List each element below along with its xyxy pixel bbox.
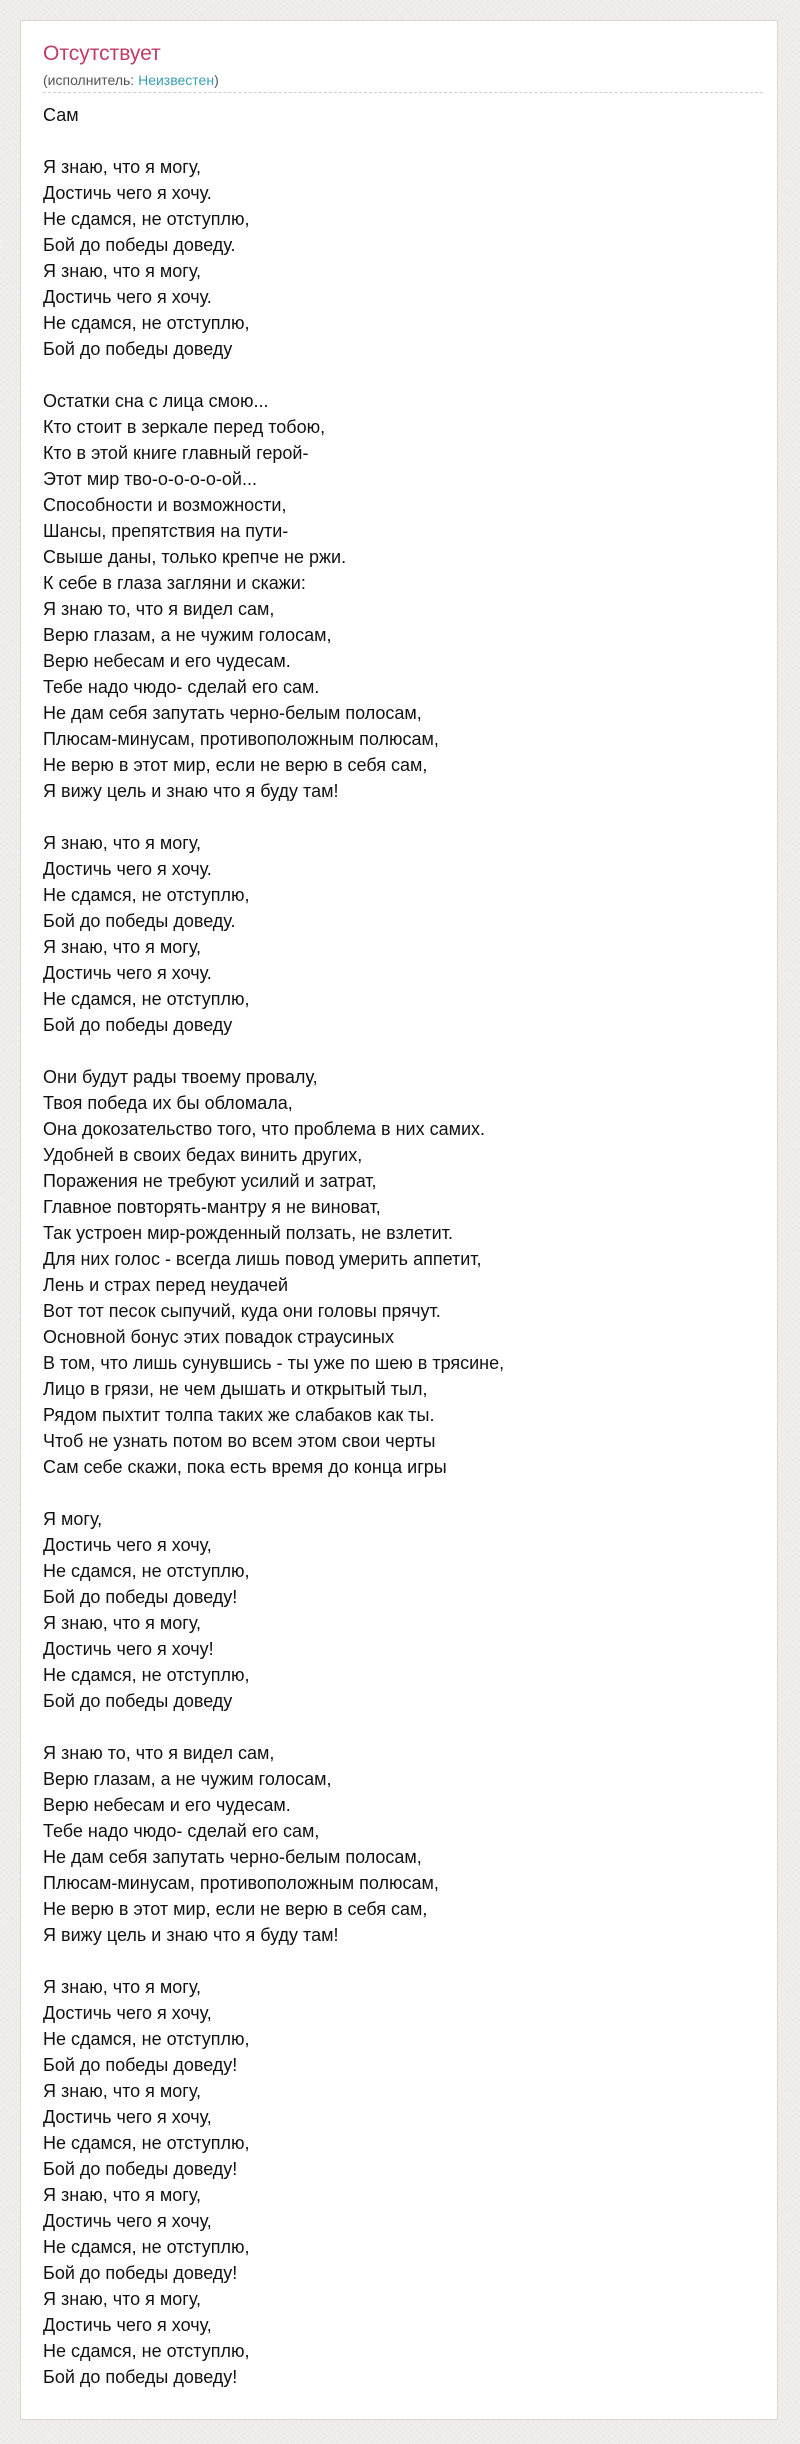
lyric-line: Бой до победы доведу! (43, 1587, 238, 1607)
lyric-line: Я знаю, что я могу, (43, 833, 202, 853)
artist-prefix: (исполнитель: (43, 72, 139, 88)
lyric-line: Не сдамся, не отступлю, (43, 2029, 250, 2049)
lyric-line: Не сдамся, не отступлю, (43, 313, 250, 333)
title-divider (43, 92, 763, 93)
lyric-line: Не сдамся, не отступлю, (43, 209, 250, 229)
lyric-line: Я знаю, что я могу, (43, 1977, 202, 1997)
lyric-line: Лицо в грязи, не чем дышать и открытый тыл, (43, 1379, 428, 1399)
lyric-line: Достичь чего я хочу! (43, 1639, 214, 1659)
lyric-line: Бой до победы доведу! (43, 2159, 238, 2179)
lyric-line: Кто стоит в зеркале перед тобою, (43, 417, 326, 437)
lyric-line: Не сдамся, не отступлю, (43, 2133, 250, 2153)
lyric-line: Чтоб не узнать потом во всем этом свои черты (43, 1431, 436, 1451)
lyric-line: Она докозательство того, что проблема в них самих. (43, 1119, 486, 1139)
lyric-line: Достичь чего я хочу, (43, 2315, 212, 2335)
lyric-line: Лень и страх перед неудачей (43, 1275, 289, 1295)
lyric-line: Тебе надо чюдо- сделай его сам. (43, 677, 320, 697)
lyric-line: Бой до победы доведу (43, 1691, 233, 1711)
lyric-line: Для них голос - всегда лишь повод умерить аппетит, (43, 1249, 482, 1269)
lyric-line: Верю небесам и его чудесам. (43, 651, 291, 671)
lyric-line: Бой до победы доведу! (43, 2263, 238, 2283)
lyric-blank-line (43, 362, 743, 388)
lyric-line: Не сдамся, не отступлю, (43, 2237, 250, 2257)
lyric-line: Достичь чего я хочу, (43, 1535, 212, 1555)
lyric-blank-line (43, 1714, 743, 1740)
lyric-line: Этот мир тво-о-о-о-о-ой... (43, 469, 257, 489)
lyric-line: Тебе надо чюдо- сделай его сам, (43, 1821, 320, 1841)
lyric-line: Бой до победы доведу (43, 1015, 233, 1035)
lyric-line: Основной бонус этих повадок страусиных (43, 1327, 394, 1347)
lyric-line: Удобней в своих бедах винить других, (43, 1145, 363, 1165)
artist-link[interactable]: Неизвестен (138, 72, 215, 88)
lyric-line: Остатки сна с лица смою... (43, 391, 269, 411)
lyric-line: Я знаю, что я могу, (43, 157, 202, 177)
lyric-line: Не сдамся, не отступлю, (43, 1561, 250, 1581)
lyric-line: Не дам себя запутать черно-белым полосам, (43, 1847, 422, 1867)
lyric-line: Не верю в этот мир, если не верю в себя сам, (43, 1899, 428, 1919)
lyric-line: Не сдамся, не отступлю, (43, 885, 250, 905)
lyric-line: Не сдамся, не отступлю, (43, 989, 250, 1009)
lyric-line: Я могу, (43, 1509, 103, 1529)
lyric-line: Достичь чего я хочу. (43, 183, 212, 203)
artist-line (43, 71, 219, 89)
lyric-line: Сам себе скажи, пока есть время до конца игры (43, 1457, 447, 1477)
lyric-line: Кто в этой книге главный герой- (43, 443, 309, 463)
artist-suffix: ) (214, 72, 219, 88)
lyric-line: Не сдамся, не отступлю, (43, 1665, 250, 1685)
lyric-line: Верю глазам, а не чужим голосам, (43, 625, 332, 645)
lyric-line: Бой до победы доведу! (43, 2367, 238, 2387)
lyric-line: Я знаю то, что я видел сам, (43, 599, 275, 619)
lyric-line: Верю небесам и его чудесам. (43, 1795, 291, 1815)
lyric-line: Я знаю, что я могу, (43, 937, 202, 957)
lyric-line: Бой до победы доведу. (43, 235, 236, 255)
lyric-line: Твоя победа их бы обломала, (43, 1093, 293, 1113)
lyric-line: Способности и возможности, (43, 495, 287, 515)
lyric-blank-line (43, 1038, 743, 1064)
lyric-line: В том, что лишь сунувшись - ты уже по шею в трясине, (43, 1353, 505, 1373)
lyrics-text (43, 102, 743, 2390)
lyric-line: Плюсам-минусам, противоположным полюсам, (43, 1873, 439, 1893)
lyric-line: Вот тот песок сыпучий, куда они головы прячут. (43, 1301, 441, 1321)
lyric-line: Достичь чего я хочу, (43, 2003, 212, 2023)
lyric-line: Свыше даны, только крепче не ржи. (43, 547, 347, 567)
lyric-line: Бой до победы доведу. (43, 911, 236, 931)
lyric-line: Верю глазам, а не чужим голосам, (43, 1769, 332, 1789)
lyric-line: Я знаю, что я могу, (43, 1613, 202, 1633)
lyric-line: Бой до победы доведу! (43, 2055, 238, 2075)
lyrics-card (20, 20, 778, 2420)
lyric-line: Я знаю, что я могу, (43, 2185, 202, 2205)
lyric-line: Не сдамся, не отступлю, (43, 2341, 250, 2361)
song-title: Отсутствует (43, 42, 161, 65)
lyric-line: Рядом пыхтит толпа таких же слабаков как ты. (43, 1405, 435, 1425)
lyric-line: Достичь чего я хочу. (43, 287, 212, 307)
lyric-line: Я знаю, что я могу, (43, 2081, 202, 2101)
lyric-line: Я вижу цель и знаю что я буду там! (43, 1925, 339, 1945)
lyric-line: Я знаю, что я могу, (43, 2289, 202, 2309)
lyric-line: Я знаю, что я могу, (43, 261, 202, 281)
lyric-line: Шансы, препятствия на пути- (43, 521, 289, 541)
lyric-blank-line (43, 128, 743, 154)
lyric-line: Я знаю то, что я видел сам, (43, 1743, 275, 1763)
lyric-line: К себе в глаза загляни и скажи: (43, 573, 306, 593)
lyric-line: Достичь чего я хочу. (43, 963, 212, 983)
lyric-line: Я вижу цель и знаю что я буду там! (43, 781, 339, 801)
lyric-line: Не дам себя запутать черно-белым полосам, (43, 703, 422, 723)
lyric-line: Они будут рады твоему провалу, (43, 1067, 318, 1087)
lyric-blank-line (43, 1948, 743, 1974)
lyric-line: Главное повторять-мантру я не виноват, (43, 1197, 381, 1217)
lyric-line: Поражения не требуют усилий и затрат, (43, 1171, 377, 1191)
lyric-blank-line (43, 804, 743, 830)
lyric-line: Достичь чего я хочу, (43, 2211, 212, 2231)
lyric-line: Достичь чего я хочу. (43, 859, 212, 879)
lyric-line: Так устроен мир-рожденный ползать, не взлетит. (43, 1223, 453, 1243)
lyric-line: Бой до победы доведу (43, 339, 233, 359)
lyric-line: Достичь чего я хочу, (43, 2107, 212, 2127)
lyric-line: Сам (43, 105, 79, 125)
lyric-line: Не верю в этот мир, если не верю в себя сам, (43, 755, 428, 775)
lyric-blank-line (43, 1480, 743, 1506)
lyric-line: Плюсам-минусам, противоположным полюсам, (43, 729, 439, 749)
